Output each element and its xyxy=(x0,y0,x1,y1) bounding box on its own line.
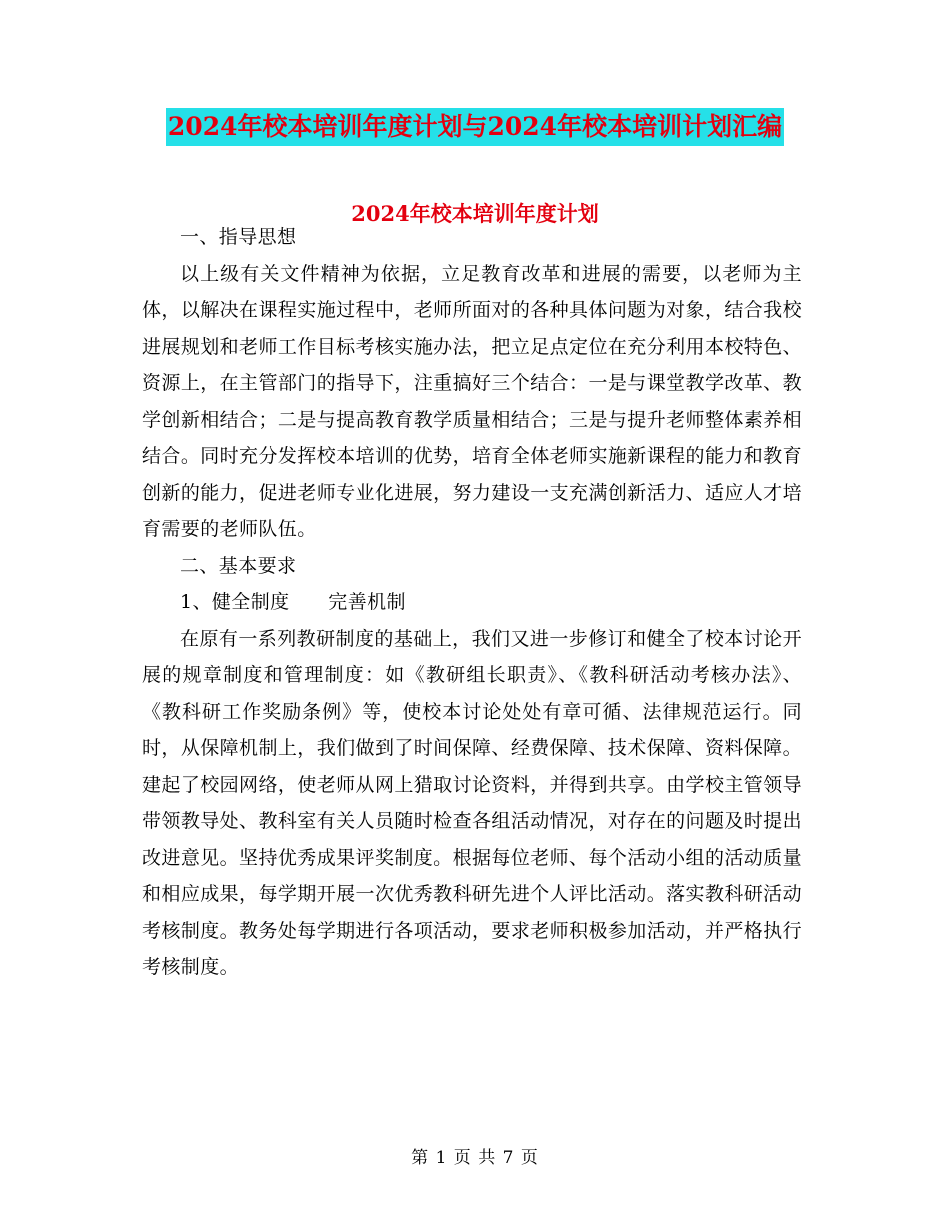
main-title: 2024年校本培训年度计划与2024年校本培训计划汇编 xyxy=(166,108,784,146)
main-title-container xyxy=(0,108,950,146)
page-footer: 第 1 页 共 7 页 xyxy=(411,1148,539,1168)
body-text xyxy=(142,219,802,986)
heading-basic-requirements: 二、基本要求 xyxy=(180,554,297,577)
section-title: 2024年校本培训年度计划 xyxy=(351,201,599,226)
subheading-system-mechanism: 1、健全制度 完善机制 xyxy=(180,591,406,613)
paragraph-system-mechanism: 在原有一系列教研制度的基础上，我们又进一步修订和健全了校本讨论开展的规章制度和管理制度：如《教研组长职责》、《教科研活动考核办法》、《教科研工作奖励条例》等，使校本讨论处处有章可循、法律规范运行。同时，从保障机制上，我们做到了时间保障、经费保障、技术保障、资料保障。建起了校园网络，使老师从网上猎取讨论资料，并得到共享。由学校主管领导带领教导处、教科室有关人员随时检查各组活动情况，对存在的问题及时提出改进意见。坚持优秀成果评奖制度。根据每位老师、每个活动小组的活动质量和相应成果，每学期开展一次优秀教科研先进个人评比活动。落实教科研活动考核制度。教务处每学期进行各项活动，要求老师积极参加活动，并严格执行考核制度。 xyxy=(142,627,802,978)
paragraph-guiding-ideology: 以上级有关文件精神为依据，立足教育改革和进展的需要，以老师为主体，以解决在课程实施过程中，老师所面对的各种具体问题为对象，结合我校进展规划和老师工作目标考核实施办法，把立足点定位在充分利用本校特色、资源上，在主管部门的指导下，注重搞好三个结合：一是与课堂教学改革、教学创新相结合；二是与提高教育教学质量相结合；三是与提升老师整体素养相结合。同时充分发挥校本培训的优势，培育全体老师实施新课程的能力和教育创新的能力，促进老师专业化进展，努力建设一支充满创新活力、适应人才培育需要的老师队伍。 xyxy=(142,262,802,540)
heading-guiding-ideology: 一、指导思想 xyxy=(180,226,297,248)
